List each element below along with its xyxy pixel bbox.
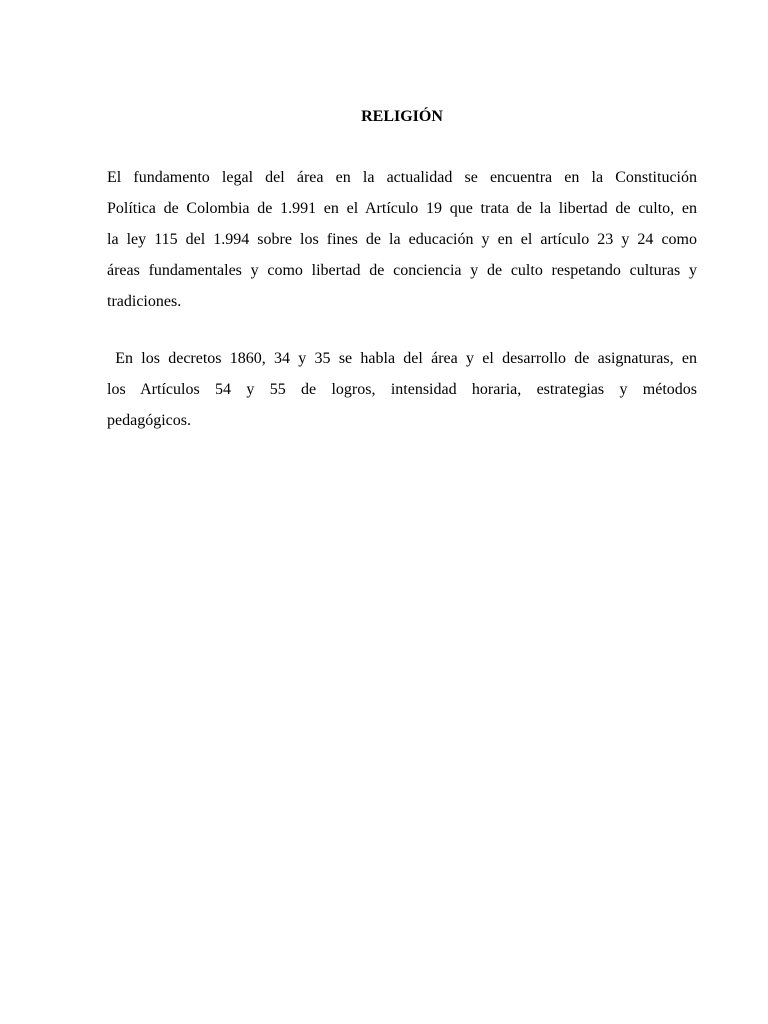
document-title: RELIGIÓN bbox=[361, 108, 443, 125]
paragraph-line: En los decretos 1860, 34 y 35 se habla del área y el desarrollo de asignaturas, en bbox=[107, 350, 697, 367]
paragraph-line: Política de Colombia de 1.991 en el Artículo 19 que trata de la libertad de culto, en bbox=[107, 200, 697, 217]
paragraph-line: El fundamento legal del área en la actualidad se encuentra en la Constitución bbox=[107, 169, 697, 186]
paragraph-line: áreas fundamentales y como libertad de conciencia y de culto respetando culturas y bbox=[107, 262, 697, 279]
paragraph-line: tradiciones. bbox=[107, 293, 182, 310]
paragraph-legal-foundation bbox=[107, 162, 697, 317]
paragraph-decrees bbox=[107, 343, 697, 436]
paragraph-line: la ley 115 del 1.994 sobre los fines de la educación y en el artículo 23 y 24 como bbox=[107, 231, 697, 248]
paragraph-line: los Artículos 54 y 55 de logros, intensidad horaria, estrategias y métodos bbox=[107, 381, 697, 398]
paragraph-line: pedagógicos. bbox=[107, 412, 191, 429]
